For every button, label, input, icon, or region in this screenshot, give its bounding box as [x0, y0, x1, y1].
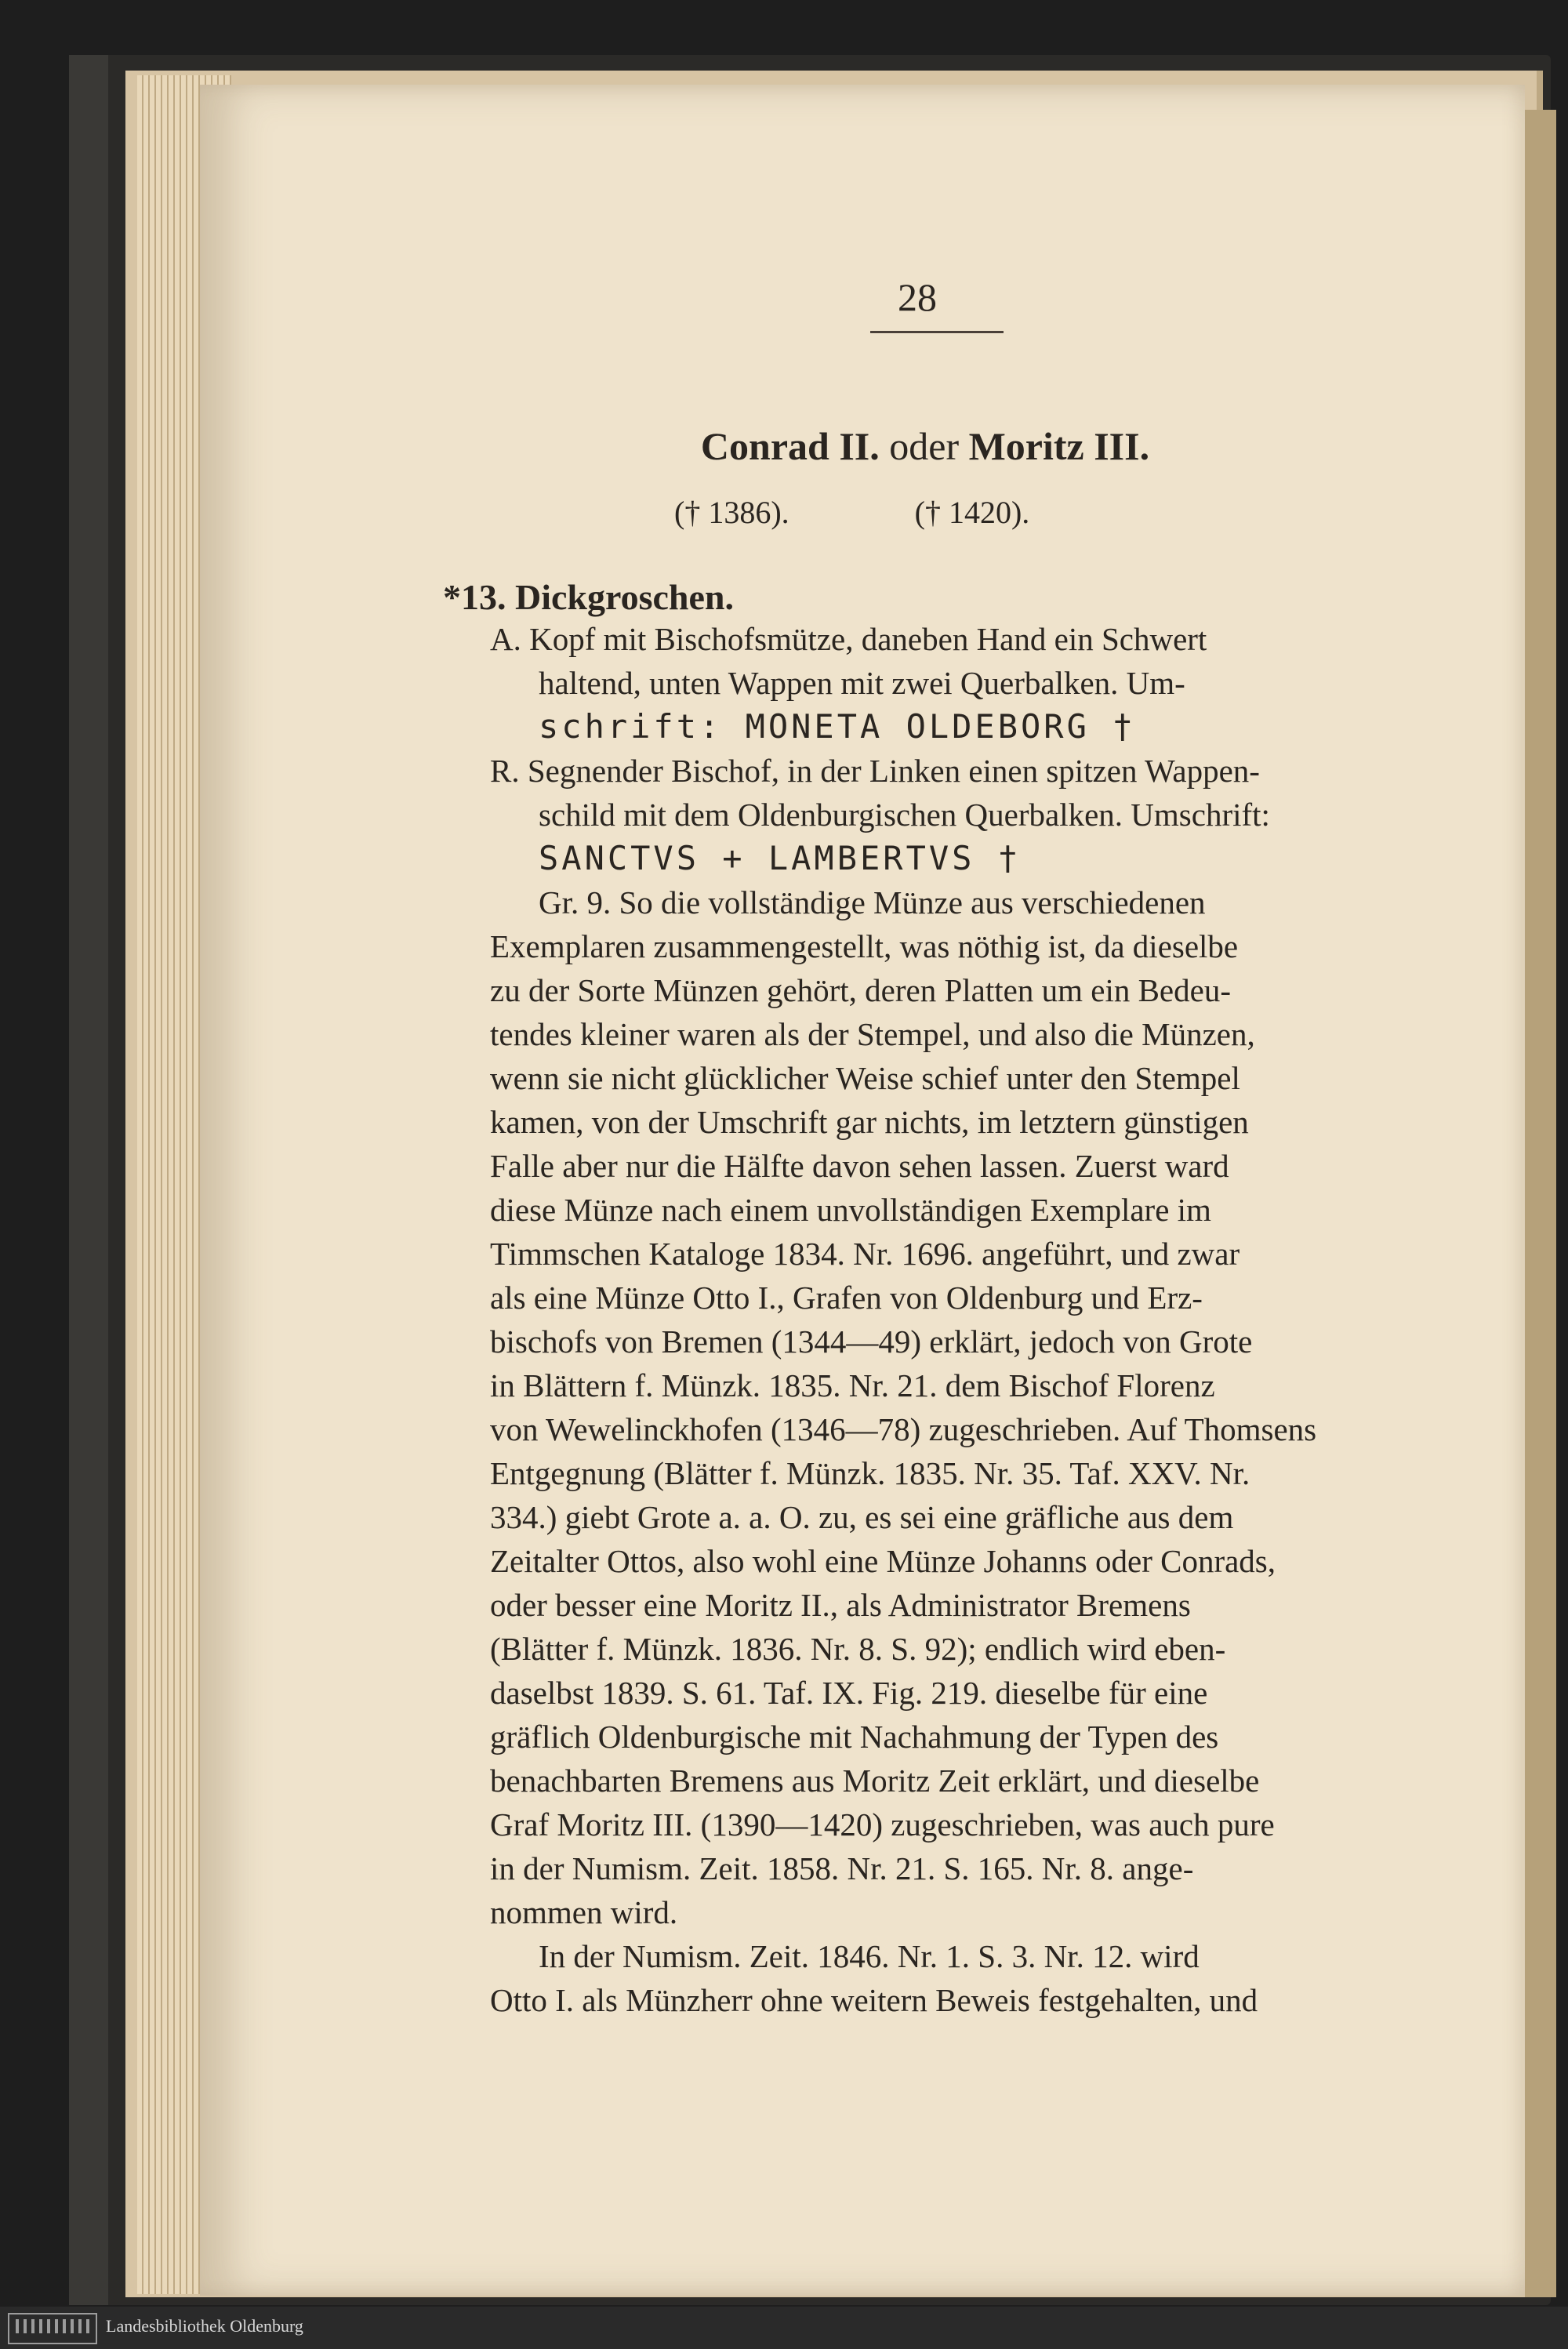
heading-ruler-1: Conrad II. [700, 424, 880, 468]
text-line: tendes kleiner waren als der Stempel, und also die Münzen, [490, 1016, 1255, 1052]
text-line: benachbarten Bremens aus Moritz Zeit erklärt, und dieselbe [490, 1763, 1260, 1799]
heading-ruler-2: Moritz III. [968, 424, 1150, 468]
text-line: in Blättern f. Münzk. 1835. Nr. 21. dem Bischof Florenz [490, 1367, 1215, 1403]
text-line: Entgegnung (Blätter f. Münzk. 1835. Nr. 35. Taf. XXV. Nr. [490, 1455, 1250, 1491]
text-line: gräflich Oldenburgische mit Nachahmung der Typen des [490, 1719, 1219, 1755]
text-line: als eine Münze Otto I., Grafen von Oldenburg und Erz- [490, 1280, 1203, 1316]
text-line: diese Münze nach einem unvollständigen Exemplare im [490, 1192, 1211, 1228]
legend-line: schrift: MONETA OLDEBORG † [539, 707, 1136, 746]
date-ruler-2: († 1420). [914, 495, 1030, 530]
text-line: (Blätter f. Münzk. 1836. Nr. 8. S. 92); endlich wird eben- [490, 1631, 1226, 1667]
text-line: Exemplaren zusammengestellt, was nöthig ist, da dieselbe [490, 928, 1239, 964]
text-line: Falle aber nur die Hälfte davon sehen lassen. Zuerst ward [490, 1148, 1229, 1184]
text-line: in der Numism. Zeit. 1858. Nr. 21. S. 165. Nr. 8. ange- [490, 1850, 1194, 1886]
heading-connector: oder [889, 424, 960, 468]
text-line: nommen wird. [490, 1894, 678, 1930]
text-line: haltend, unten Wappen mit zwei Querbalken. Um- [539, 665, 1185, 701]
footer-library-name: Landesbibliothek Oldenburg [106, 2316, 303, 2336]
coin-entry-title: *13. Dickgroschen. [443, 577, 734, 617]
text-line: bischofs von Bremen (1344—49) erklärt, jedoch von Grote [490, 1323, 1253, 1360]
text-line: R. Segnender Bischof, in der Linken einen spitzen Wappen- [490, 753, 1260, 789]
legend-line: SANCTVS + LAMBERTVS † [539, 839, 1022, 877]
text-line: Zeitalter Ottos, also wohl eine Münze Johanns oder Conrads, [490, 1543, 1276, 1579]
book-spine [69, 55, 108, 2305]
text-line: schild mit dem Oldenburgischen Querbalken. Umschrift: [539, 797, 1270, 833]
text-line: von Wewelinckhofen (1346—78) zugeschrieben. Auf Thomsens [490, 1411, 1317, 1447]
text-line: kamen, von der Umschrift gar nichts, im letztern günstigen [490, 1104, 1249, 1140]
text-line: Otto I. als Münzherr ohne weitern Beweis festgehalten, und [490, 1982, 1258, 2018]
text-line: wenn sie nicht glücklicher Weise schief unter den Stempel [490, 1060, 1240, 1096]
text-line: zu der Sorte Münzen gehört, deren Platten um ein Bedeu- [490, 972, 1231, 1008]
library-logo-icon [8, 2313, 97, 2344]
page-number-rule [870, 331, 1004, 333]
text-line: daselbst 1839. S. 61. Taf. IX. Fig. 219. dieselbe für eine [490, 1675, 1208, 1711]
text-line: oder besser eine Moritz II., als Administrator Bremens [490, 1587, 1191, 1623]
page-number: 28 [898, 275, 937, 319]
text-line: Graf Moritz III. (1390—1420) zugeschrieben, was auch pure [490, 1806, 1275, 1843]
text-line: Gr. 9. So die vollständige Münze aus verschiedenen [539, 884, 1206, 920]
text-line: In der Numism. Zeit. 1846. Nr. 1. S. 3. Nr. 12. wird [539, 1938, 1200, 1974]
date-ruler-1: († 1386). [674, 495, 789, 530]
text-line: 334.) giebt Grote a. a. O. zu, es sei eine gräfliche aus dem [490, 1499, 1234, 1535]
ruler-dates [674, 494, 1147, 531]
text-line: Timmschen Kataloge 1834. Nr. 1696. angeführt, und zwar [490, 1236, 1240, 1272]
text-line: A. Kopf mit Bischofsmütze, daneben Hand ein Schwert [490, 621, 1207, 657]
section-heading [533, 423, 1317, 469]
right-gutter [1525, 110, 1556, 2297]
